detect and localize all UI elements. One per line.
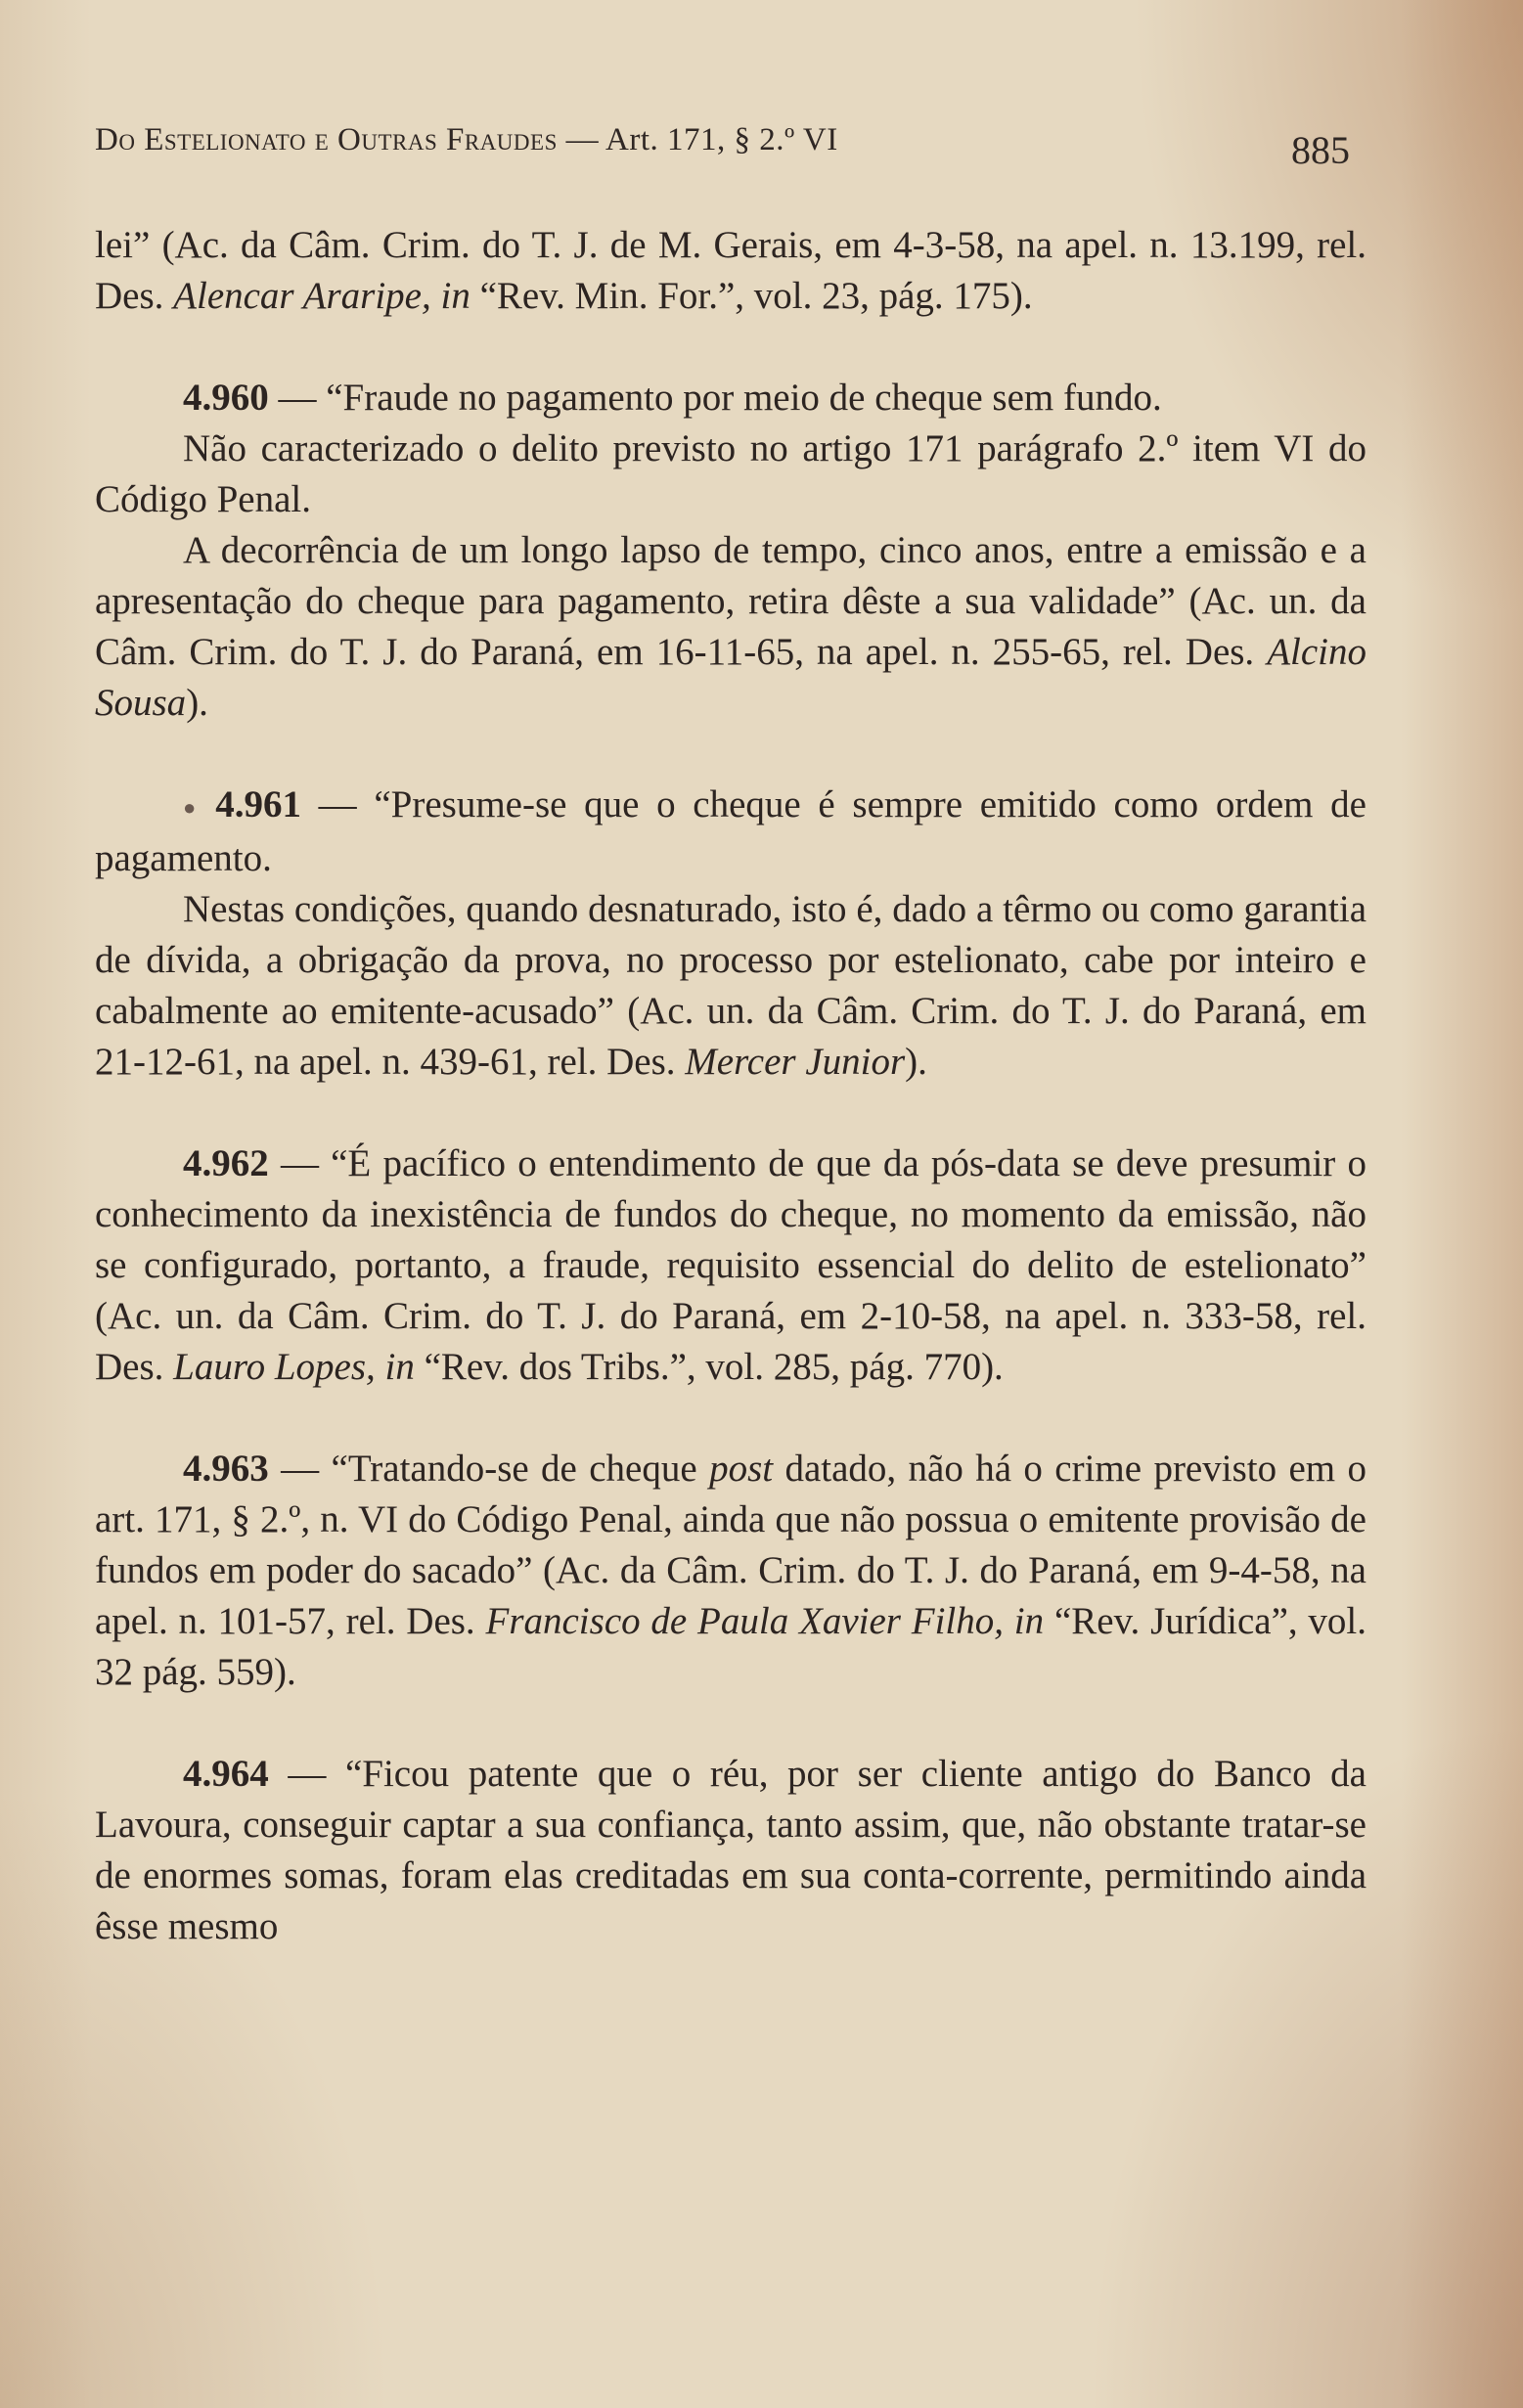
entry-4961-paragraph: Nestas condições, quando desnaturado, isto é, dado a têrmo ou como garantia de dívida, a obrigação da prova, no processo por estelionato, cabe por inteiro e cabalmente ao emitente-acusado” (Ac. un. da Câm. Crim. do T. J. do Paraná, em 21-12-61, na apel. n. 439-61, rel. Des. Mercer Junior). <box>95 888 1366 1084</box>
judge-name: Lauro Lopes, in <box>173 1346 415 1389</box>
bullet-mark-icon: ● <box>183 795 204 821</box>
entry-4964: 4.964 — “Ficou patente que o réu, por ser cliente antigo do Banco da Lavoura, conseguir captar a sua confiança, tanto assim, que, não obstante tratar-se de enormes somas, foram elas creditadas em sua conta-corrente, permitindo ainda êsse mesmo <box>95 1753 1366 1948</box>
running-title: Do Estelionato e Outras Fraudes <box>95 122 558 157</box>
page-number: 885 <box>1291 128 1350 172</box>
entry-4960-paragraph: Não caracterizado o delito previsto no artigo 171 parágrafo 2.º item VI do Código Penal. <box>95 427 1366 520</box>
running-section: — Art. 171, § 2.º VI <box>565 122 838 157</box>
judge-name: Mercer Junior <box>685 1041 906 1084</box>
entry-4962: 4.962 — “É pacífico o entendimento de que da pós-data se deve presumir o conhecimento da inexistência de fundos do cheque, no momento da emissão, não se configurado, portanto, a fraude, requisito essencial do delito de estelionato” (Ac. un. da Câm. Crim. do T. J. do Paraná, em 2-10-58, na apel. n. 333-58, rel. Des. Lauro Lopes, in “Rev. dos Tribs.”, vol. 285, pág. 770). <box>95 1142 1366 1389</box>
entry-4963: 4.963 — “Tratando-se de cheque post datado, não há o crime previsto em o art. 171, § 2.º, n. VI do Código Penal, ainda que não possua o emitente provisão de fundos em poder do sacado” (Ac. da Câm. Crim. do T. J. do Paraná, em 9-4-58, na apel. n. 101-57, rel. Des. Francisco de Paula Xavier Filho, in “Rev. Jurídica”, vol. 32 pág. 559). <box>95 1448 1367 1694</box>
judge-name: Alcino Sousa <box>95 631 1366 724</box>
entry-4961-heading: ● 4.961 — “Presume-se que o cheque é sempre emitido como ordem de pagamento. <box>95 783 1366 880</box>
running-head <box>95 122 1366 158</box>
entry-number: 4.962 <box>183 1142 269 1185</box>
judge-name: Alencar Araripe, in <box>173 275 470 317</box>
continued-paragraph: lei” (Ac. da Câm. Crim. do T. J. de M. Gerais, em 4-3-58, na apel. n. 13.199, rel. Des. Alencar Araripe, in “Rev. Min. For.”, vol. 23, pág. 175). <box>95 224 1366 317</box>
entry-number: 4.964 <box>183 1753 269 1796</box>
entry-4960-paragraph: A decorrência de um longo lapso de tempo, cinco anos, entre a emissão e a apresentação do cheque para pagamento, retira dêste a sua validade” (Ac. un. da Câm. Crim. do T. J. do Paraná, em 16-11-65, na apel. n. 255-65, rel. Des. Alcino Sousa). <box>95 529 1366 724</box>
entry-number: 4.961 <box>215 783 301 825</box>
entry-number: 4.960 <box>183 377 269 419</box>
italic-term: post <box>709 1448 774 1491</box>
page-body <box>95 220 1366 1952</box>
judge-name: Francisco de Paula Xavier Filho, in <box>485 1600 1045 1643</box>
entry-4960-heading: 4.960 — “Fraude no pagamento por meio de cheque sem fundo. <box>183 377 1162 419</box>
entry-number: 4.963 <box>183 1448 269 1491</box>
